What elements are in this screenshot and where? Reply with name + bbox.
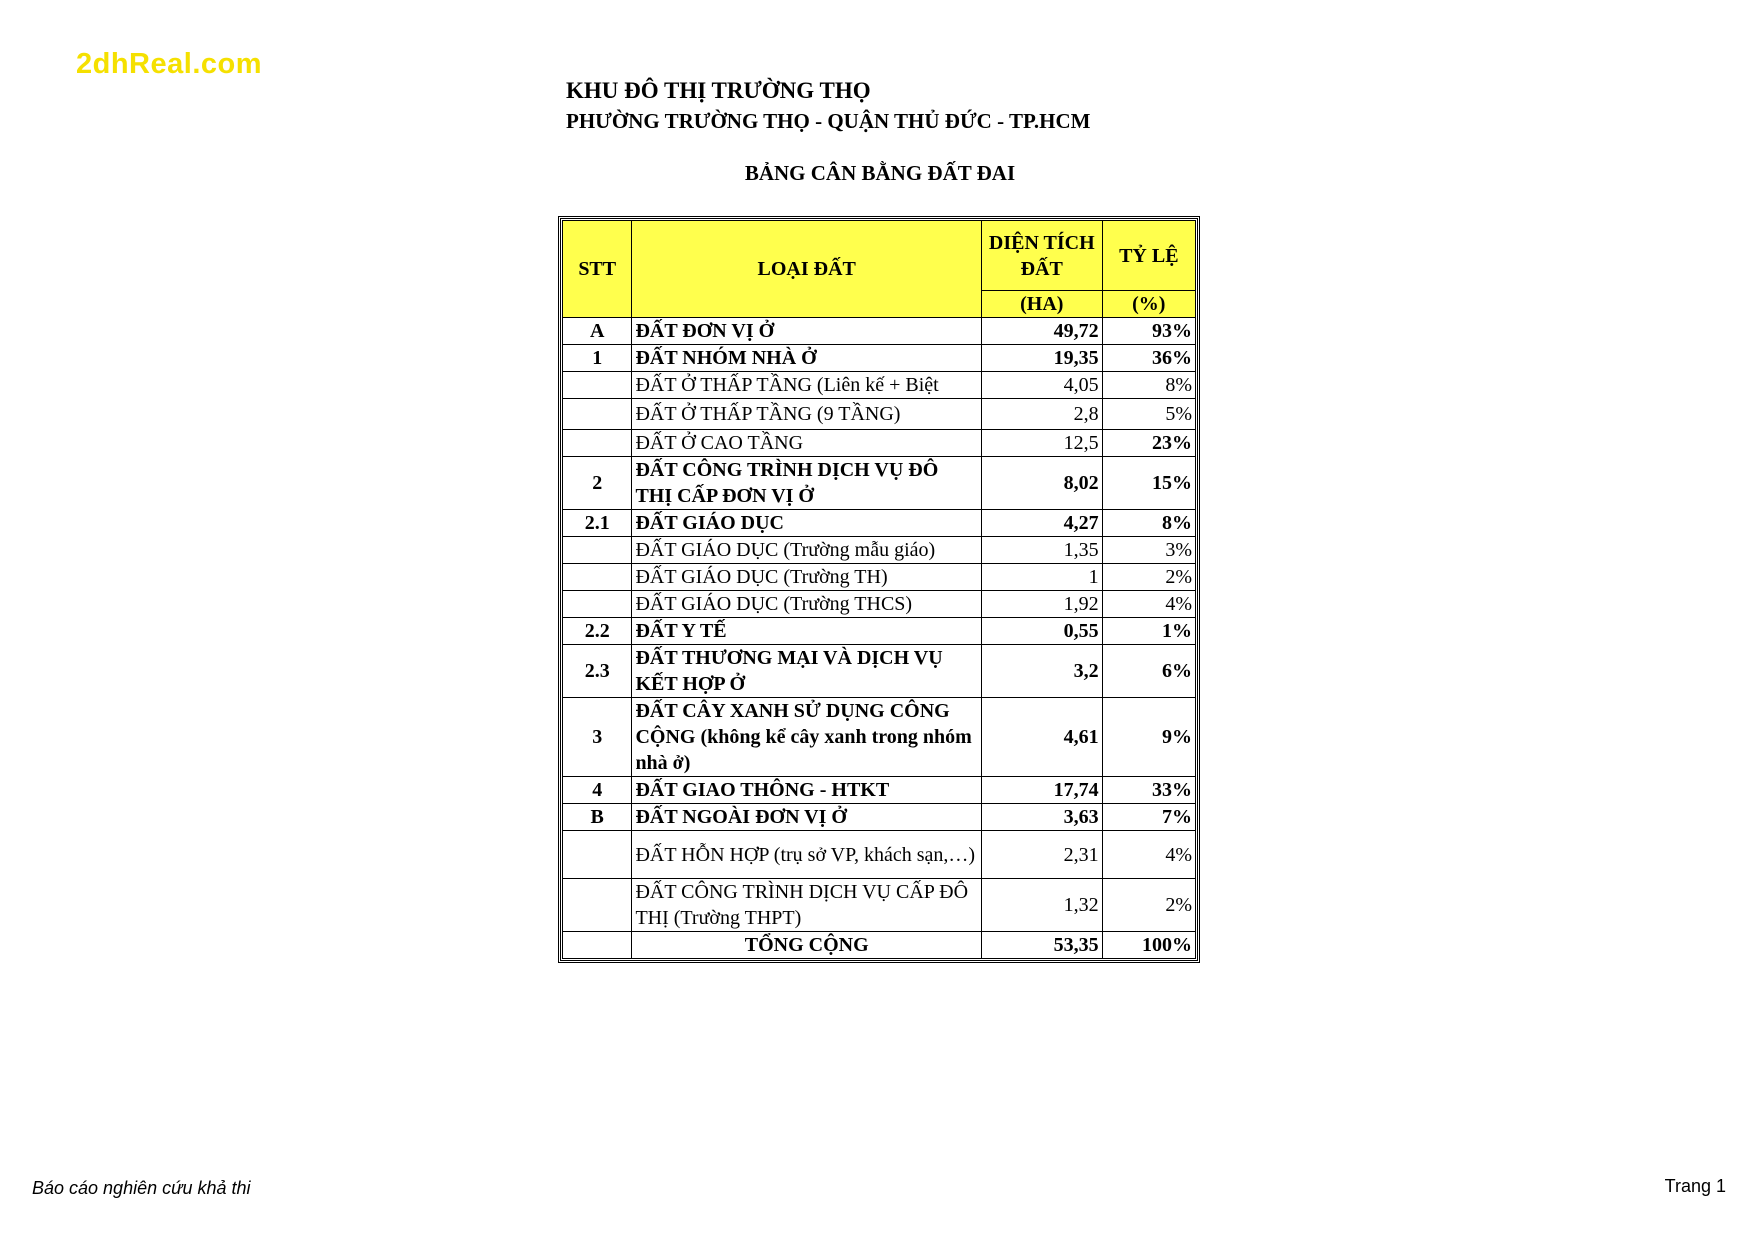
cell-stt bbox=[563, 537, 632, 564]
cell-dien-tich: 2,31 bbox=[981, 831, 1102, 879]
cell-stt bbox=[563, 564, 632, 591]
table-body bbox=[563, 318, 1196, 959]
cell-loai-dat: ĐẤT CÂY XANH SỬ DỤNG CÔNG CỘNG (không kể cây xanh trong nhóm nhà ở) bbox=[632, 698, 982, 777]
cell-ty-le: 36% bbox=[1102, 345, 1195, 372]
cell-dien-tich: 1 bbox=[981, 564, 1102, 591]
cell-stt: 1 bbox=[563, 345, 632, 372]
cell-loai-dat: ĐẤT Ở THẤP TẦNG (9 TẦNG) bbox=[632, 399, 982, 430]
table-row bbox=[563, 645, 1196, 698]
cell-dien-tich: 3,63 bbox=[981, 804, 1102, 831]
cell-total-area: 53,35 bbox=[981, 932, 1102, 959]
cell-dien-tich: 4,61 bbox=[981, 698, 1102, 777]
cell-dien-tich: 4,05 bbox=[981, 372, 1102, 399]
cell-ty-le: 33% bbox=[1102, 777, 1195, 804]
cell-loai-dat: ĐẤT GIÁO DỤC (Trường THCS) bbox=[632, 591, 982, 618]
cell-dien-tich: 0,55 bbox=[981, 618, 1102, 645]
cell-stt: A bbox=[563, 318, 632, 345]
header-line-2: PHƯỜNG TRƯỜNG THỌ - QUẬN THỦ ĐỨC - TP.HCM bbox=[566, 109, 1091, 133]
cell-stt: 2.3 bbox=[563, 645, 632, 698]
header-dien-tich-unit: (HA) bbox=[981, 291, 1102, 318]
cell-loai-dat: ĐẤT Y TẾ bbox=[632, 618, 982, 645]
cell-stt bbox=[563, 430, 632, 457]
table-row bbox=[563, 618, 1196, 645]
cell-loai-dat: ĐẤT GIÁO DỤC bbox=[632, 510, 982, 537]
table-row bbox=[563, 399, 1196, 430]
table-row bbox=[563, 804, 1196, 831]
cell-ty-le: 93% bbox=[1102, 318, 1195, 345]
cell-loai-dat: ĐẤT GIÁO DỤC (Trường mẫu giáo) bbox=[632, 537, 982, 564]
cell-ty-le: 7% bbox=[1102, 804, 1195, 831]
cell-ty-le: 4% bbox=[1102, 591, 1195, 618]
footer-report-name: Báo cáo nghiên cứu khả thi bbox=[32, 1178, 251, 1198]
table-row bbox=[563, 879, 1196, 932]
cell-dien-tich: 3,2 bbox=[981, 645, 1102, 698]
cell-dien-tich: 2,8 bbox=[981, 399, 1102, 430]
table-total-row bbox=[563, 932, 1196, 959]
land-balance-table-frame bbox=[558, 216, 1200, 963]
header-ty-le-unit: (%) bbox=[1102, 291, 1195, 318]
cell-stt: 2.1 bbox=[563, 510, 632, 537]
cell-ty-le: 8% bbox=[1102, 510, 1195, 537]
header-ty-le: TỶ LỆ bbox=[1102, 221, 1195, 291]
cell-ty-le: 8% bbox=[1102, 372, 1195, 399]
cell-loai-dat: ĐẤT Ở CAO TẦNG bbox=[632, 430, 982, 457]
document-header bbox=[566, 76, 1090, 136]
table-title: BẢNG CÂN BẰNG ĐẤT ĐAI bbox=[744, 161, 1016, 185]
cell-ty-le: 4% bbox=[1102, 831, 1195, 879]
cell-total-pct: 100% bbox=[1102, 932, 1195, 959]
cell-stt bbox=[563, 879, 632, 932]
cell-loai-dat: ĐẤT ĐƠN VỊ Ở bbox=[632, 318, 982, 345]
footer-page-number: Trang 1 bbox=[1664, 1176, 1726, 1196]
cell-loai-dat: ĐẤT Ở THẤP TẦNG (Liên kế + Biệt bbox=[632, 372, 982, 399]
cell-loai-dat: ĐẤT THƯƠNG MẠI VÀ DỊCH VỤ KẾT HỢP Ở bbox=[632, 645, 982, 698]
cell-stt: 2 bbox=[563, 457, 632, 510]
cell-dien-tich: 19,35 bbox=[981, 345, 1102, 372]
cell-stt: 2.2 bbox=[563, 618, 632, 645]
header-stt: STT bbox=[563, 221, 632, 318]
cell-loai-dat: ĐẤT GIAO THÔNG - HTKT bbox=[632, 777, 982, 804]
cell-dien-tich: 8,02 bbox=[981, 457, 1102, 510]
cell-loai-dat: ĐẤT CÔNG TRÌNH DỊCH VỤ ĐÔ THỊ CẤP ĐƠN VỊ Ở bbox=[632, 457, 982, 510]
cell-ty-le: 5% bbox=[1102, 399, 1195, 430]
header-dien-tich: DIỆN TÍCH ĐẤT bbox=[981, 221, 1102, 291]
cell-dien-tich: 4,27 bbox=[981, 510, 1102, 537]
cell-total-label: TỔNG CỘNG bbox=[632, 932, 982, 959]
cell-loai-dat: ĐẤT CÔNG TRÌNH DỊCH VỤ CẤP ĐÔ THỊ (Trường THPT) bbox=[632, 879, 982, 932]
cell-dien-tich: 49,72 bbox=[981, 318, 1102, 345]
table-row bbox=[563, 457, 1196, 510]
header-loai-dat: LOẠI ĐẤT bbox=[632, 221, 982, 318]
header-line-1: KHU ĐÔ THỊ TRƯỜNG THỌ bbox=[566, 78, 871, 103]
cell-stt: B bbox=[563, 804, 632, 831]
cell-ty-le: 2% bbox=[1102, 564, 1195, 591]
cell-ty-le: 1% bbox=[1102, 618, 1195, 645]
table-row bbox=[563, 318, 1196, 345]
cell-stt bbox=[563, 399, 632, 430]
table-row bbox=[563, 345, 1196, 372]
cell-ty-le: 6% bbox=[1102, 645, 1195, 698]
cell-stt: 4 bbox=[563, 777, 632, 804]
cell-ty-le: 2% bbox=[1102, 879, 1195, 932]
cell-loai-dat: ĐẤT HỖN HỢP (trụ sở VP, khách sạn,…) bbox=[632, 831, 982, 879]
cell-ty-le: 23% bbox=[1102, 430, 1195, 457]
table-row bbox=[563, 510, 1196, 537]
cell-dien-tich: 1,92 bbox=[981, 591, 1102, 618]
cell-loai-dat: ĐẤT GIÁO DỤC (Trường TH) bbox=[632, 564, 982, 591]
watermark-logo: 2dhReal.com bbox=[76, 48, 262, 80]
cell-dien-tich: 12,5 bbox=[981, 430, 1102, 457]
cell-stt bbox=[563, 831, 632, 879]
table-row bbox=[563, 372, 1196, 399]
table-row bbox=[563, 831, 1196, 879]
table-row bbox=[563, 564, 1196, 591]
table-row bbox=[563, 698, 1196, 777]
cell-stt: 3 bbox=[563, 698, 632, 777]
cell-dien-tich: 17,74 bbox=[981, 777, 1102, 804]
cell-ty-le: 15% bbox=[1102, 457, 1195, 510]
table-row bbox=[563, 777, 1196, 804]
cell-loai-dat: ĐẤT NHÓM NHÀ Ở bbox=[632, 345, 982, 372]
land-balance-table bbox=[562, 220, 1196, 959]
cell-stt bbox=[563, 591, 632, 618]
table-row bbox=[563, 537, 1196, 564]
cell-dien-tich: 1,35 bbox=[981, 537, 1102, 564]
cell-dien-tich: 1,32 bbox=[981, 879, 1102, 932]
table-row bbox=[563, 591, 1196, 618]
cell-stt bbox=[563, 372, 632, 399]
cell-loai-dat: ĐẤT NGOÀI ĐƠN VỊ Ở bbox=[632, 804, 982, 831]
cell-stt bbox=[563, 932, 632, 959]
cell-ty-le: 3% bbox=[1102, 537, 1195, 564]
cell-ty-le: 9% bbox=[1102, 698, 1195, 777]
table-row bbox=[563, 430, 1196, 457]
